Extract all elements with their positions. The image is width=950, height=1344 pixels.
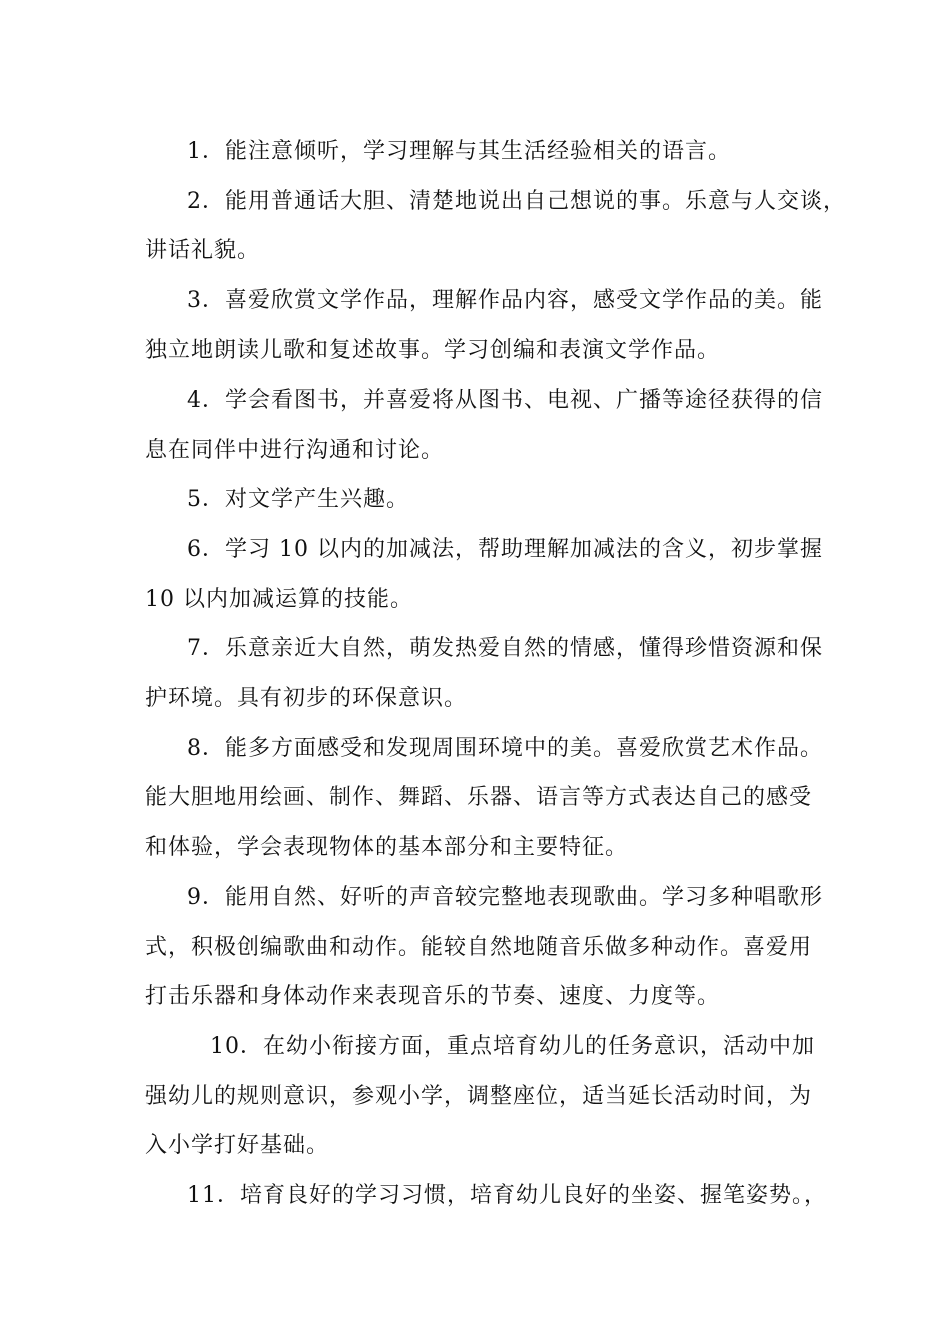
list-item-7: 7．乐意亲近大自然，萌发热爱自然的情感，懂得珍惜资源和保 (187, 636, 823, 661)
list-item-6-cont: 10 以内加减运算的技能。 (145, 587, 413, 612)
list-item-5: 5．对文学产生兴趣。 (187, 487, 409, 512)
list-item-6: 6．学习 10 以内的加减法，帮助理解加减法的含义，初步掌握 (187, 537, 823, 562)
list-item-3-cont: 独立地朗读儿歌和复述故事。学习创编和表演文学作品。 (145, 338, 721, 363)
list-item-10-cont-1: 强幼儿的规则意识，参观小学，调整座位，适当延长活动时间，为 (145, 1084, 813, 1109)
list-item-2-cont: 讲话礼貌。 (145, 238, 261, 263)
list-item-9-cont-1: 式，积极创编歌曲和动作。能较自然地随音乐做多种动作。喜爱用 (145, 935, 813, 960)
list-item-1: 1．能注意倾听，学习理解与其生活经验相关的语言。 (187, 139, 731, 164)
list-item-10-cont-2: 入小学打好基础。 (145, 1133, 330, 1158)
list-item-3: 3．喜爱欣赏文学作品，理解作品内容，感受文学作品的美。能 (187, 288, 823, 313)
list-item-4-cont: 息在同伴中进行沟通和讨论。 (145, 438, 445, 463)
list-item-11: 11．培育良好的学习习惯，培育幼儿良好的坐姿、握笔姿势。， (187, 1183, 827, 1208)
list-item-9-cont-2: 打击乐器和身体动作来表现音乐的节奏、速度、力度等。 (145, 984, 721, 1009)
list-item-8: 8．能多方面感受和发现周围环境中的美。喜爱欣赏艺术作品。 (187, 736, 823, 761)
list-item-4: 4．学会看图书，并喜爱将从图书、电视、广播等途径获得的信 (187, 388, 823, 413)
list-item-10: 10．在幼小衔接方面，重点培育幼儿的任务意识，活动中加 (210, 1034, 815, 1059)
list-item-9: 9．能用自然、好听的声音较完整地表现歌曲。学习多种唱歌形 (187, 885, 823, 910)
list-item-7-cont: 护环境。具有初步的环保意识。 (145, 686, 468, 711)
list-item-8-cont-1: 能大胆地用绘画、制作、舞蹈、乐器、语言等方式表达自己的感受 (145, 785, 813, 810)
list-item-8-cont-2: 和体验，学会表现物体的基本部分和主要特征。 (145, 835, 629, 860)
list-item-2: 2．能用普通话大胆、清楚地说出自己想说的事。乐意与人交谈， (187, 189, 846, 214)
